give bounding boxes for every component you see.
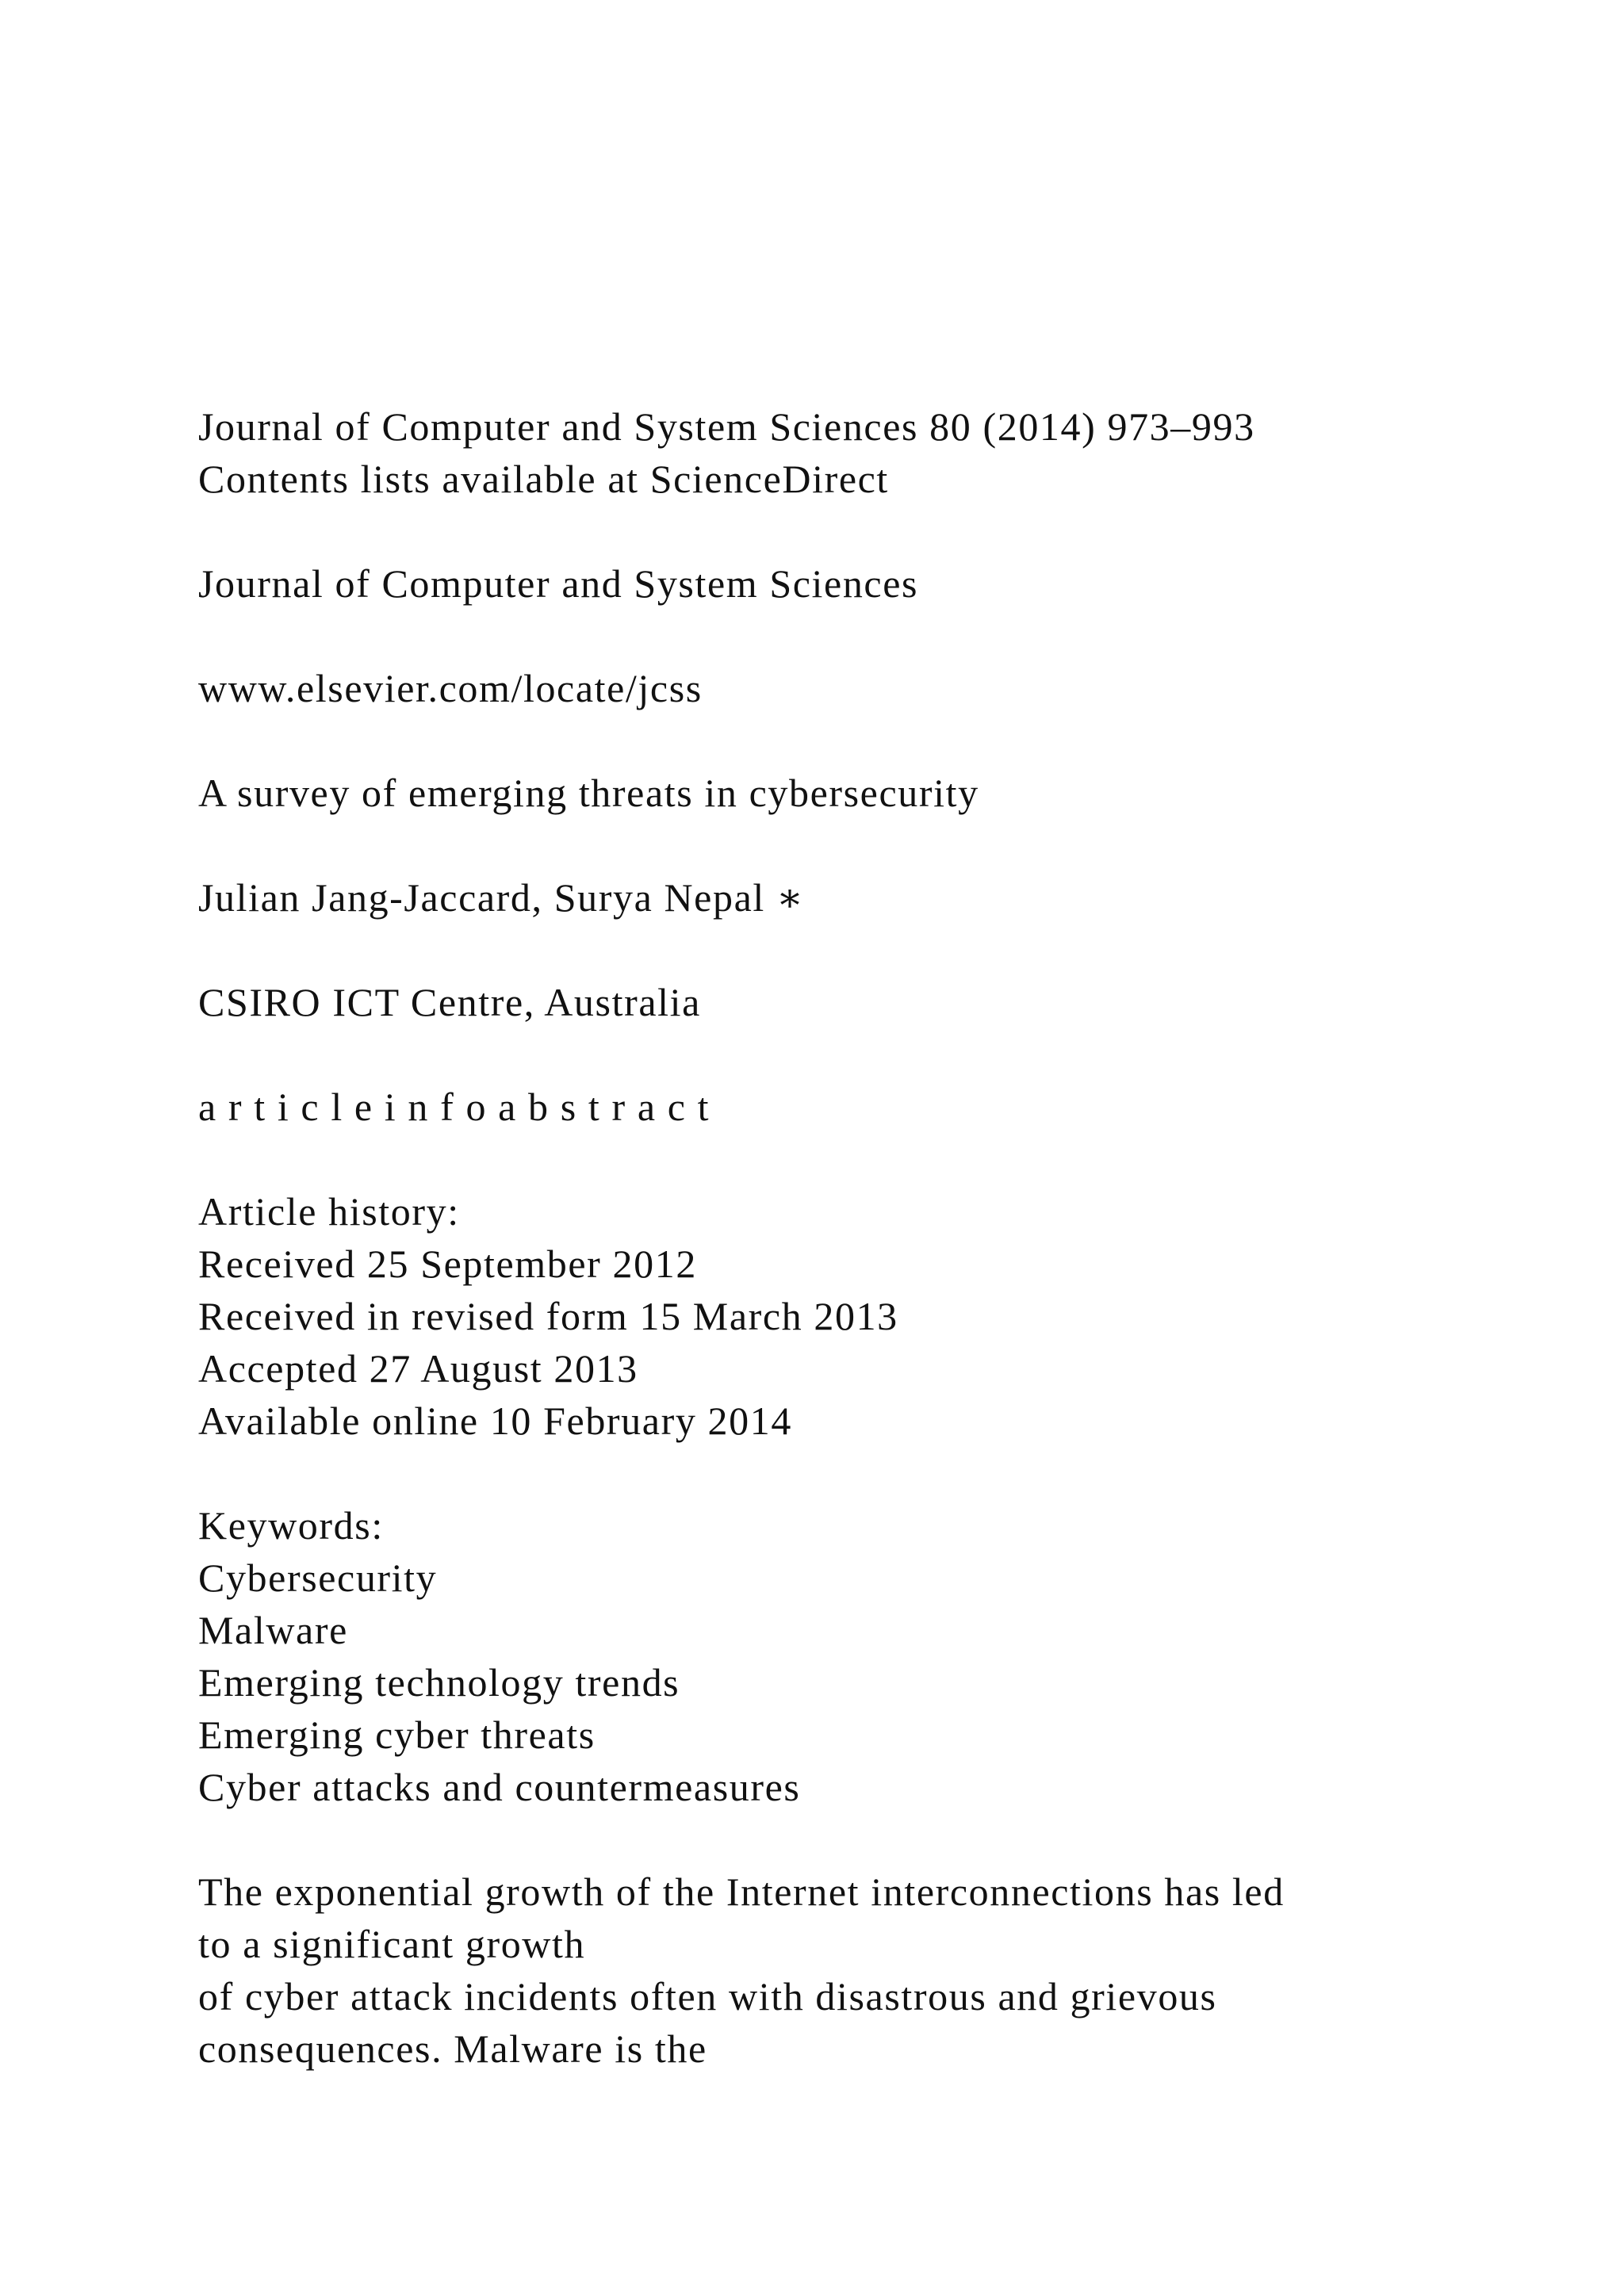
journal-url: www.elsevier.com/locate/jcss	[198, 666, 703, 710]
keyword-item: Cyber attacks and countermeasures	[198, 1765, 801, 1809]
spacer	[198, 1813, 1499, 1866]
abstract-line: The exponential growth of the Internet interconnections has led	[198, 1869, 1285, 1914]
keywords	[198, 1499, 1499, 1813]
abstract-line: of cyber attack incidents often with disastrous and grievous	[198, 1974, 1217, 2019]
document-page	[198, 400, 1499, 2075]
history-online: Available online 10 February 2014	[198, 1399, 792, 1443]
spacer	[198, 505, 1499, 557]
spacer	[198, 1133, 1499, 1185]
keyword-item: Cybersecurity	[198, 1556, 438, 1600]
keyword-item: Emerging cyber threats	[198, 1712, 596, 1757]
spacer	[198, 1447, 1499, 1499]
history-heading: Article history:	[198, 1189, 460, 1234]
journal-name: Journal of Computer and System Sciences	[198, 561, 919, 606]
article-info-abstract-heading: a r t i c l e i n f o a b s t r a c t	[198, 1085, 710, 1129]
article-title: A survey of emerging threats in cybersecurity	[198, 771, 979, 815]
abstract-line: to a significant growth	[198, 1922, 586, 1966]
keyword-item: Malware	[198, 1608, 348, 1652]
spacer	[198, 610, 1499, 662]
spacer	[198, 819, 1499, 871]
spacer	[198, 1028, 1499, 1081]
spacer	[198, 924, 1499, 976]
abstract-text	[198, 1866, 1499, 2075]
article-history	[198, 1185, 1499, 1447]
article-affiliation: CSIRO ICT Centre, Australia	[198, 980, 701, 1024]
abstract-line: consequences. Malware is the	[198, 2026, 707, 2071]
article-authors: Julian Jang-Jaccard, Surya Nepal ∗	[198, 875, 805, 920]
history-received: Received 25 September 2012	[198, 1242, 697, 1286]
history-revised: Received in revised form 15 March 2013	[198, 1294, 898, 1338]
history-accepted: Accepted 27 August 2013	[198, 1346, 638, 1391]
keyword-item: Emerging technology trends	[198, 1660, 680, 1705]
keywords-heading: Keywords:	[198, 1503, 384, 1548]
spacer	[198, 714, 1499, 767]
journal-citation: Journal of Computer and System Sciences 80 (2014) 973–993	[198, 404, 1255, 449]
contents-availability-line: Contents lists available at ScienceDirect	[198, 457, 889, 501]
